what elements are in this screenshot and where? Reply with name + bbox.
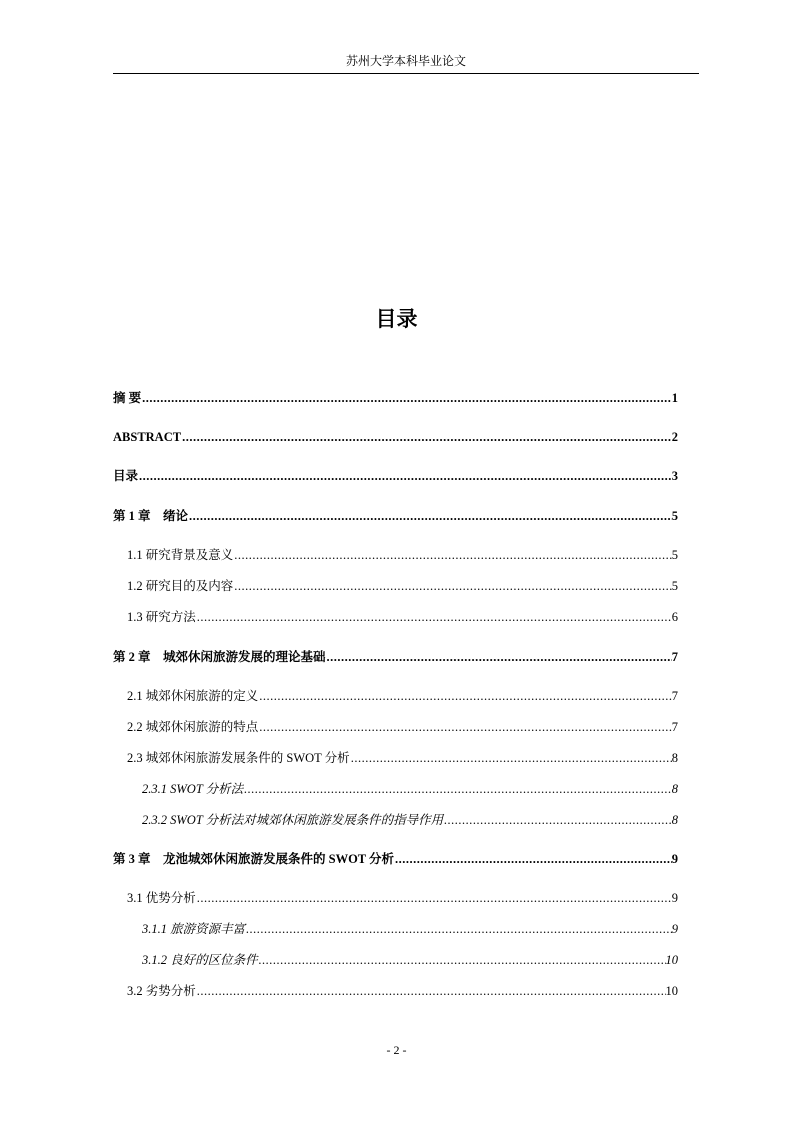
toc-entry-label: 2.3.1 SWOT 分析法 — [142, 782, 244, 796]
toc-entry-contents[interactable] — [113, 467, 678, 485]
toc-entry-label: 3.1 优势分析 — [127, 891, 196, 905]
dot-leader — [196, 982, 666, 1000]
toc-entry-label: 1.1 研究背景及意义 — [127, 548, 234, 562]
toc-entry-2-3-1[interactable] — [142, 780, 678, 798]
dot-leader — [350, 749, 672, 767]
toc-entry-3-1-1[interactable] — [142, 920, 678, 938]
toc-entry-chapter-3[interactable] — [113, 850, 678, 868]
toc-entry-page: 6 — [671, 610, 678, 624]
toc-entry-page: 9 — [671, 852, 678, 866]
toc-entry-label: 第 2 章 城郊休闲旅游发展的理论基础 — [113, 650, 326, 664]
toc-entry-1-1[interactable] — [127, 546, 678, 564]
toc-entry-page: 9 — [671, 922, 678, 936]
toc-entry-2-1[interactable] — [127, 687, 678, 705]
page-number: - 2 - — [386, 1043, 407, 1057]
toc-entry-label: 第 1 章 绪论 — [113, 509, 189, 523]
dot-leader — [326, 648, 672, 666]
toc-entry-2-3[interactable] — [127, 749, 678, 767]
toc-entry-label: 2.3.2 SWOT 分析法对城郊休闲旅游发展条件的指导作用 — [142, 813, 444, 827]
toc-entry-1-3[interactable] — [127, 608, 678, 626]
dot-leader — [196, 608, 672, 626]
toc-entry-2-3-2[interactable] — [142, 811, 678, 829]
toc-entry-page: 7 — [671, 689, 678, 703]
dot-leader — [233, 577, 671, 595]
dot-leader — [394, 850, 672, 868]
toc-entry-chapter-1[interactable] — [113, 507, 678, 525]
toc-entry-3-1[interactable] — [127, 889, 678, 907]
toc-entry-3-1-2[interactable] — [142, 951, 678, 969]
toc-entry-page: 3 — [671, 469, 678, 483]
dot-leader — [243, 780, 672, 798]
dot-leader — [245, 920, 672, 938]
toc-entry-label: 第 3 章 龙池城郊休闲旅游发展条件的 SWOT 分析 — [113, 852, 395, 866]
toc-entry-page: 8 — [671, 782, 678, 796]
toc-entry-label: 摘 要 — [113, 391, 142, 405]
toc-entry-page: 9 — [671, 891, 678, 905]
toc-entry-2-2[interactable] — [127, 718, 678, 736]
page-header: 苏州大学本科毕业论文 — [345, 54, 466, 68]
toc-entry-chapter-2[interactable] — [113, 648, 678, 666]
toc-entry-page: 8 — [671, 751, 678, 765]
dot-leader — [196, 889, 672, 907]
toc-entry-page: 8 — [671, 813, 678, 827]
toc-entry-label: 3.1.1 旅游资源丰富 — [142, 922, 246, 936]
toc-entry-page: 5 — [671, 509, 678, 523]
dot-leader — [443, 811, 672, 829]
dot-leader — [233, 546, 671, 564]
dot-leader — [188, 507, 672, 525]
dot-leader — [258, 687, 671, 705]
toc-entry-page: 1 — [671, 391, 678, 405]
toc-entry-page: 7 — [671, 650, 678, 664]
toc-entry-1-2[interactable] — [127, 577, 678, 595]
toc-entry-page: 5 — [671, 548, 678, 562]
toc-entry-label: 3.2 劣势分析 — [127, 984, 196, 998]
dot-leader — [258, 718, 671, 736]
toc-entry-label: 目录 — [113, 469, 139, 483]
toc-entry-page: 5 — [671, 579, 678, 593]
toc-entry-abstract-cn[interactable] — [113, 389, 678, 407]
toc-entry-label: 3.1.2 良好的区位条件 — [142, 953, 258, 967]
toc-entry-page: 10 — [665, 984, 678, 998]
toc-entry-label: ABSTRACT — [113, 430, 182, 444]
dot-leader — [181, 428, 672, 446]
toc-entry-label: 2.1 城郊休闲旅游的定义 — [127, 689, 259, 703]
toc-entry-page: 2 — [671, 430, 678, 444]
toc-title: 目录 — [375, 307, 418, 331]
toc-entry-abstract-en[interactable] — [113, 428, 678, 446]
header-rule — [113, 73, 699, 74]
toc-entry-page: 7 — [671, 720, 678, 734]
toc-entry-label: 2.3 城郊休闲旅游发展条件的 SWOT 分析 — [127, 751, 350, 765]
toc-entry-3-2[interactable] — [127, 982, 678, 1000]
toc-entry-label: 1.3 研究方法 — [127, 610, 196, 624]
toc-entry-label: 2.2 城郊休闲旅游的特点 — [127, 720, 259, 734]
dot-leader — [141, 389, 672, 407]
dot-leader — [138, 467, 672, 485]
toc-entry-page: 10 — [665, 953, 678, 967]
toc-entry-label: 1.2 研究目的及内容 — [127, 579, 234, 593]
dot-leader — [258, 951, 666, 969]
